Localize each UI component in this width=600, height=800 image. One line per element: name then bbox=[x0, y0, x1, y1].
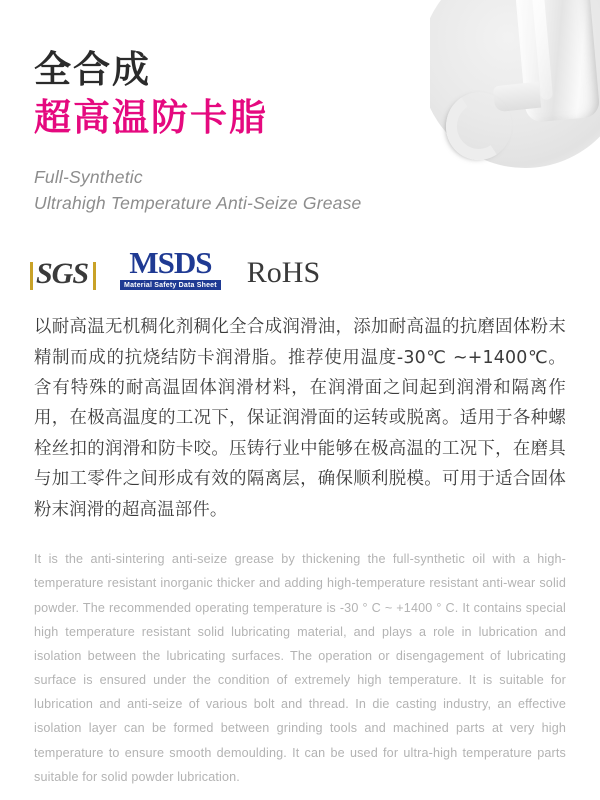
msds-logo-sublabel: Material Safety Data Sheet bbox=[120, 280, 221, 290]
page-title-cn-secondary: 超高温防卡脂 bbox=[34, 95, 268, 139]
msds-logo-label: MSDS bbox=[129, 245, 212, 281]
sgs-bar-right-icon bbox=[93, 262, 96, 290]
sgs-logo-label: SGS bbox=[36, 257, 89, 291]
subtitle-block bbox=[34, 165, 566, 216]
title-block bbox=[34, 0, 566, 139]
subtitle-en-line1: Full-Synthetic bbox=[34, 167, 143, 188]
description-cn: 以耐高温无机稠化剂稠化全合成润滑油，添加耐高温的抗磨固体粉末精制而成的抗烧结防卡润滑脂。推荐使用温度-30℃ ~+1400℃。含有特殊的耐高温固体润滑材料，在润滑面之间起到润滑和隔离作用，在极高温度的工况下，保证润滑面的运转或脱离。适用于各种螺栓丝扣的润滑和防卡咬。压铸行业中能够在极高温的工况下，在磨具与加工零件之间形成有效的隔离层，确保顺利脱模。可用于适合固体粉末润滑的超高温部件。 bbox=[34, 317, 566, 520]
subtitle-en-line2: Ultrahigh Temperature Anti-Seize Grease bbox=[34, 192, 362, 213]
page-title-cn-primary: 全合成 bbox=[34, 48, 151, 91]
description-en: It is the anti-sintering anti-seize grease by thickening the full-synthetic oil with a high-temperature resistant inorganic thicker and adding high-temperature resistant anti-wear solid powder. The recommended operating temperature is -30 ° C ~ +1400 ° C. It contains special high temperature resistant solid lubricating material, and plays a role in lubrication and isolation between the lubricating surfaces. The operation or disengagement of lubricating surface is ensured under the condition of extremely high temperature. It is suitable for lubrication and anti-seize of various bolt and thread. In die casting industry, an effective isolation layer can be formed between grinding tools and machined parts at very high temperature to ensure smooth demoulding. It can be used for ultra-high temperature parts suitable for solid powder lubrication. bbox=[34, 552, 566, 784]
sgs-bar-left-icon bbox=[30, 262, 33, 290]
rohs-logo-icon: RoHS bbox=[246, 256, 321, 290]
msds-logo-icon bbox=[120, 247, 221, 290]
sgs-logo-icon bbox=[34, 258, 94, 290]
certification-logos bbox=[34, 244, 566, 290]
